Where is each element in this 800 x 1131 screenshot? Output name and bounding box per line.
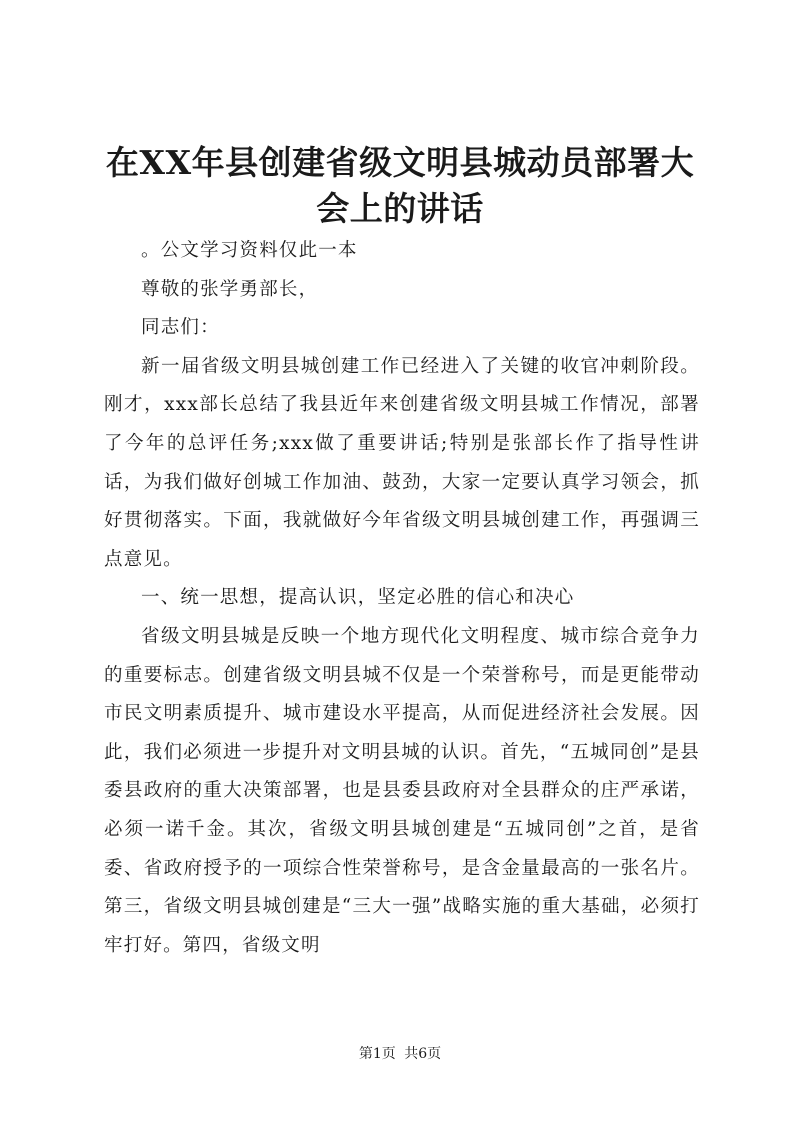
paragraph-salutation: 尊敬的张学勇部长， [141, 278, 319, 300]
paragraph-note: 。公文学习资料仅此一本 [141, 240, 358, 261]
section-heading-1: 一、统一思想，提高认识，坚定必胜的信心和决心 [141, 587, 575, 609]
document-title: 在XX年县创建省级文明县城动员部署大会上的讲话 [105, 143, 695, 228]
page-footer [0, 1044, 800, 1064]
paragraph-greeting: 同志们： [141, 317, 220, 339]
paragraph-section-1: 省级文明县城是反映一个地方现代化文明程度、城市综合竞争力的重要标志。创建省级文明县城不仅是一个荣誉称号，而是更能带动市民文明素质提升、城市建设水平提高，从而促进经济社会发展。因此，我们必须进一步提升对文明县城的认识。首先，“五城同创”是县委县政府的重大决策部署，也是县委县政府对全县群众的庄严承诺，必须一诺千金。其次，省级文明县城创建是“五城同创”之首，是省委、省政府授予的一项综合性荣誉称号，是含金量最高的一张名片。第三，省级文明县城创建是“三大一强”战略实施的重大基础，必须打牢打好。第四，省级文明 [104, 625, 700, 956]
page-total: 共6页 [404, 1046, 442, 1062]
page-number: 第1页 [358, 1046, 396, 1062]
document-body [104, 232, 700, 965]
paragraph-intro: 新一届省级文明县城创建工作已经进入了关键的收官冲刺阶段。刚才，xxx部长总结了我县近年来创建省级文明县城工作情况，部署了今年的总评任务;xxx做了重要讲话;特别是张部长作了指导性讲话，为我们做好创城工作加油、鼓劲，大家一定要认真学习领会，抓好贯彻落实。下面，我就做好今年省级文明县城创建工作，再强调三点意见。 [104, 355, 700, 570]
